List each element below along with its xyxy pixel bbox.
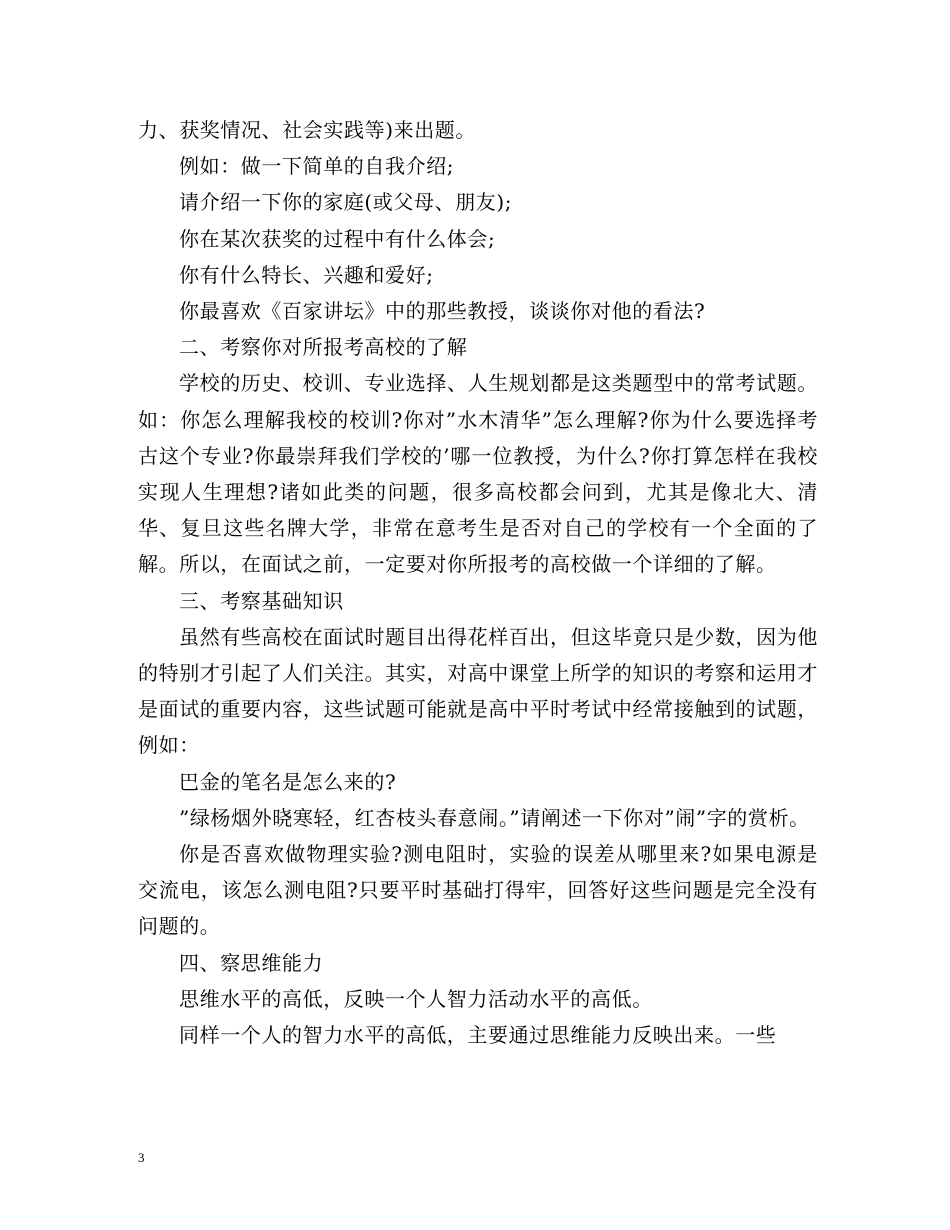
paragraph: 思维水平的高低，反映一个人智力活动水平的高低。 — [179, 986, 653, 1011]
paragraph: ”绿杨烟外晓寒轻，红杏枝头春意闹。”请阐述一下你对”闹”字的赏析。 — [179, 805, 810, 830]
paragraph: 例如：做一下简单的自我介绍; — [179, 154, 455, 179]
paragraph: 请介绍一下你的家庭(或父母、朋友); — [179, 190, 513, 215]
page-number: 3 — [138, 1150, 145, 1165]
paragraph: 你是否喜欢做物理实验?测电阻时，实验的误差从哪里来?如果电源是交流电，该怎么测电阻?只要平时基础打得牢，回答好这些问题是完全没有问题的。 — [138, 842, 818, 939]
section-heading: 二、考察你对所报考高校的了解 — [179, 335, 468, 360]
paragraph: 你最喜欢《百家讲坛》中的那些教授，谈谈你对他的看法? — [179, 299, 706, 324]
paragraph: 同样一个人的智力水平的高低，主要通过思维能力反映出来。一些 — [179, 1023, 777, 1048]
section-heading: 四、察思维能力 — [179, 950, 324, 975]
paragraph: 力、获奖情况、社会实践等)来出题。 — [138, 118, 477, 142]
paragraph: 虽然有些高校在面试时题目出得花样百出，但这毕竟只是少数，因为他的特别才引起了人们关注。其实，对高中课堂上所学的知识的考察和运用才是面试的重要内容，这些试题可能就是高中平时考试中经常接触到的试题，例如： — [138, 624, 818, 758]
document-body — [138, 112, 818, 1053]
paragraph: 学校的历史、校训、专业选择、人生规划都是这类题型中的常考试题。如：你怎么理解我校的校训?你对”水木清华”怎么理解?你为什么要选择考古这个专业?你最崇拜我们学校的’哪一位教授，为什么?你打算怎样在我校实现人生理想?诸如此类的问题，很多高校都会问到，尤其是像北大、清华、复旦这些名牌大学，非常在意考生是否对自己的学校有一个全面的了解。所以，在面试之前，一定要对你所报考的高校做一个详细的了解。 — [138, 371, 819, 577]
paragraph: 巴金的笔名是怎么来的? — [179, 769, 397, 794]
section-heading: 三、考察基础知识 — [179, 588, 344, 613]
paragraph: 你有什么特长、兴趣和爱好; — [179, 262, 434, 287]
paragraph: 你在某次获奖的过程中有什么体会; — [179, 226, 496, 251]
